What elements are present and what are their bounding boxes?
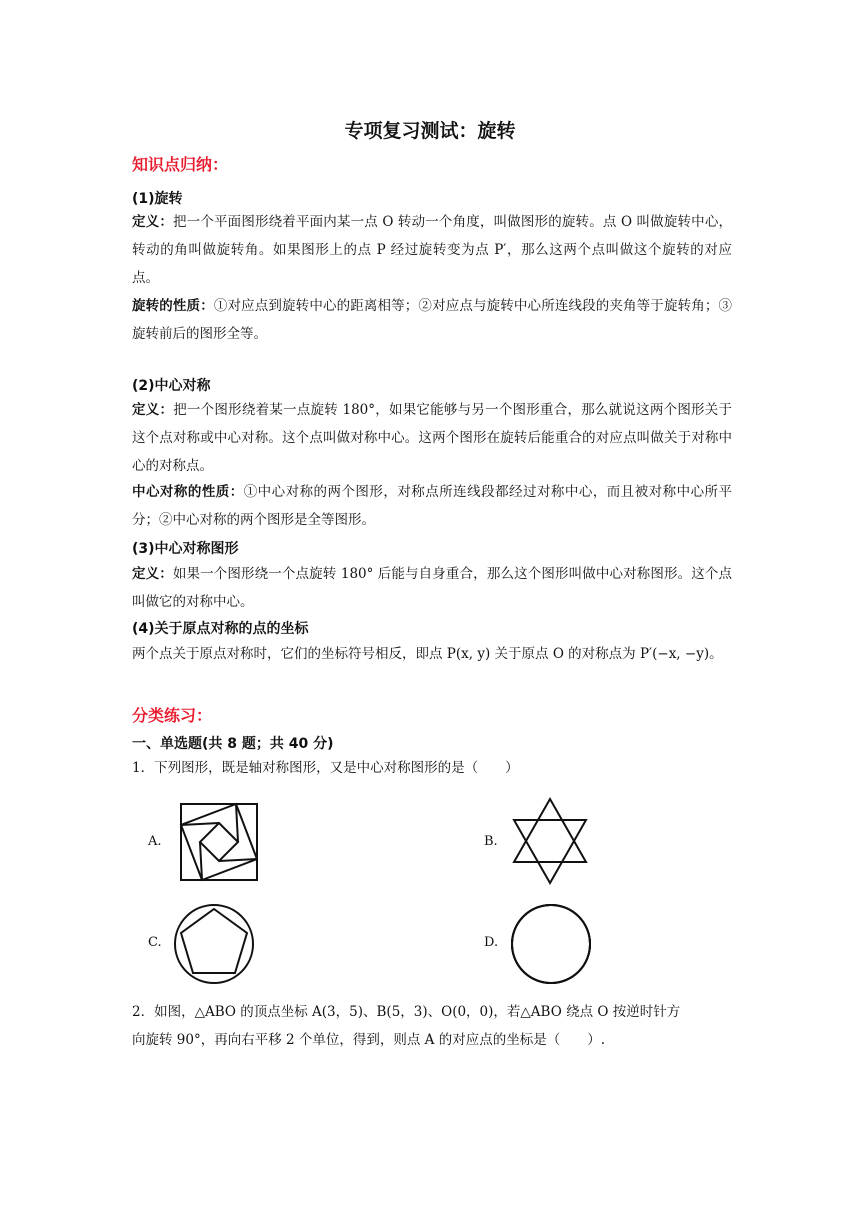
section-origin-symmetry-heading: (4)关于原点对称的点的坐标 <box>132 621 309 637</box>
option-d-label: D. <box>484 935 499 950</box>
option-b-label: B. <box>484 834 498 849</box>
option-c-label: C. <box>148 935 162 950</box>
question-1-text: 1．下列图形，既是轴对称图形，又是中心对称图形的是（ ） <box>132 760 519 776</box>
question-2-line-1: 2．如图，△ABO 的顶点坐标 A(3，5)、B(5，3)、O(0，0)，若△ABO 绕点 O 按逆时针方 <box>132 1004 681 1020</box>
section-symmetric-figure-heading: (3)中心对称图形 <box>132 541 239 557</box>
property-term: 中心对称的性质： <box>132 484 244 500</box>
property-term: 旋转的性质： <box>132 298 214 314</box>
section-rotation-property <box>132 292 732 348</box>
section-central-symmetry-heading: (2)中心对称 <box>132 378 211 394</box>
definition-term: 定义： <box>132 402 174 418</box>
definition-text: 如果一个图形绕一个点旋转 180° 后能与自身重合，那么这个图形叫做中心对称图形。这个点叫做它的对称中心。 <box>132 566 732 610</box>
definition-text: 把一个图形绕着某一点旋转 180°，如果它能够与另一个图形重合，那么就说这两个图形关于这个点对称或中心对称。这个点叫做对称中心。这两个图形在旋转后能重合的对应点叫做关于对称中心的对称点。 <box>132 402 733 474</box>
six-pointed-star-figure <box>510 797 590 885</box>
practice-heading: 分类练习： <box>132 706 213 725</box>
section-origin-symmetry-text: 两个点关于原点对称时，它们的坐标符号相反，即点 P(x, y) 关于原点 O 的对称点为 P′(−x, −y)。 <box>132 646 723 662</box>
option-a-label: A. <box>148 834 162 849</box>
knowledge-heading: 知识点归纳： <box>132 155 229 174</box>
question-2-line-2: 向旋转 90°，再向右平移 2 个单位，得到，则点 A 的对应点的坐标是（ ）. <box>132 1032 606 1048</box>
section-central-symmetry-property <box>132 478 732 534</box>
section-symmetric-figure-definition <box>132 560 732 616</box>
three-arcs-in-circle-figure <box>510 903 592 985</box>
section-rotation-heading: (1)旋转 <box>132 191 183 207</box>
property-text: ①中心对称的两个图形，对称点所连线段都经过对称中心，而且被对称中心所平分；②中心对称的两个图形是全等图形。 <box>132 484 733 528</box>
section-central-symmetry-definition <box>132 396 732 480</box>
definition-text: 把一个平面图形绕着平面内某一点 O 转动一个角度，叫做图形的旋转。点 O 叫做旋转中心，转动的角叫做旋转角。如果图形上的点 P 经过旋转变为点 P′，那么这两个点叫做这个旋转的对应点。 <box>132 214 732 286</box>
page-title: 专项复习测试：旋转 <box>344 120 516 142</box>
definition-term: 定义： <box>132 566 173 582</box>
section-rotation-definition <box>132 208 732 292</box>
part-heading: 一、单选题(共 8 题；共 40 分) <box>132 736 334 752</box>
pinwheel-square-figure <box>180 803 258 881</box>
pentagon-in-circle-figure <box>173 903 255 985</box>
property-text: ①对应点到旋转中心的距离相等；②对应点与旋转中心所连线段的夹角等于旋转角；③旋转前后的图形全等。 <box>132 298 733 342</box>
definition-term: 定义： <box>132 214 173 230</box>
